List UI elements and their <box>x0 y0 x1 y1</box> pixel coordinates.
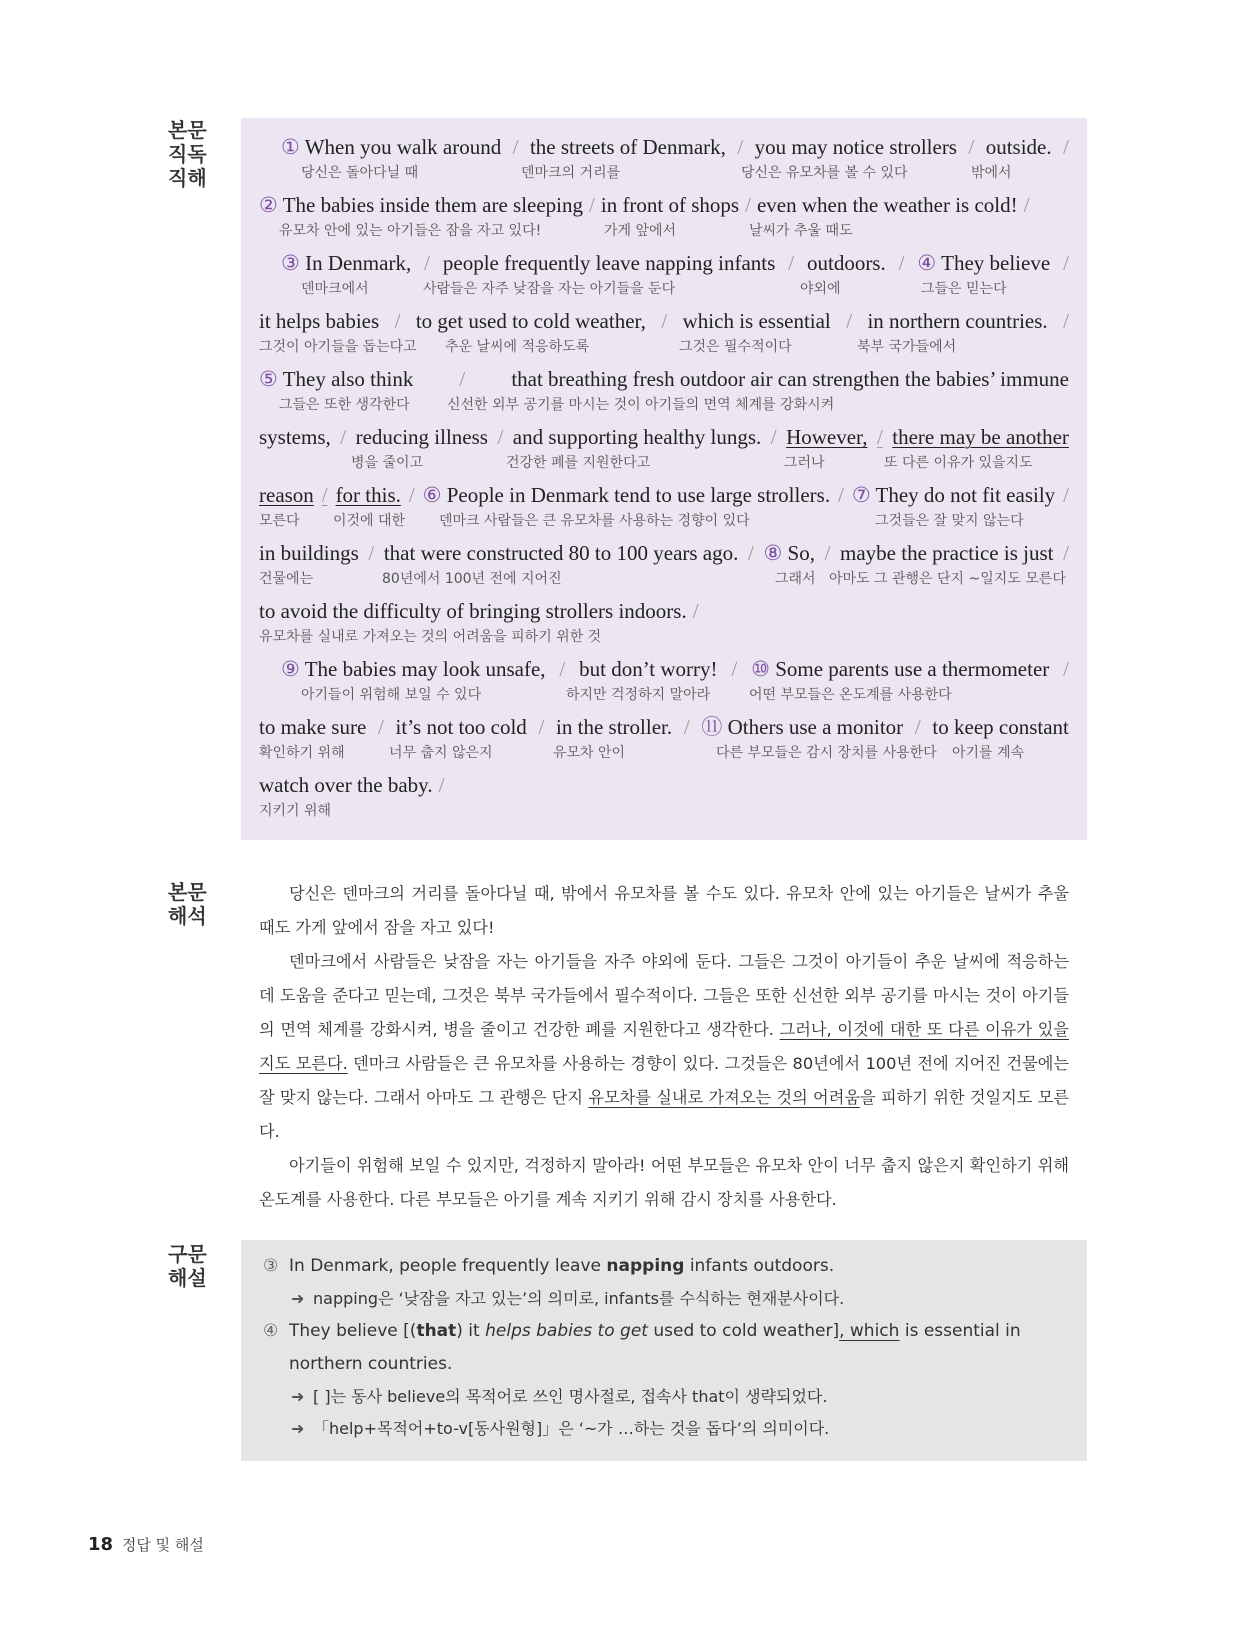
kor-gloss: 모른다 <box>259 513 300 529</box>
grammar-text: used to cold weather] <box>647 1321 840 1341</box>
sentence-number: ④ <box>917 251 937 275</box>
slash: / <box>1063 309 1069 333</box>
sentence-number: ⑦ <box>851 483 871 507</box>
slash: / <box>737 135 744 159</box>
kor-gloss: 아마도 그 관행은 단지 ~일지도 모른다 <box>829 571 1066 587</box>
eng-chunk: in buildings <box>259 541 359 565</box>
grammar-note <box>263 1413 1087 1445</box>
translation-text: 덴마크에서 사람들은 낮잠을 자는 아기들을 자주 야외에 둔다. 그들은 그것이 아기들이 추운 날씨에 적응하는 데 도움을 준다고 믿는데, 그것은 북부 국가들에서 필수적이다. 그들은 또한 신선한 외부 공기를 마시는 것이 아기들의 면역 체계를 강화시켜, 병을 줄이고 건강한 폐를 지원한다고 생각한다. <box>259 952 1069 1039</box>
slash: / <box>368 541 375 565</box>
slash: / <box>538 715 545 739</box>
eng-chunk-underlined: for this. <box>335 483 401 507</box>
kor-gloss: 이것에 대한 <box>333 513 406 529</box>
reading-line <box>259 714 1069 762</box>
grammar-note-text: napping은 ‘낮잠을 자고 있는’의 의미로, infants를 수식하는 현재분사이다. <box>313 1289 845 1308</box>
eng-chunk: that breathing fresh outdoor air can strengthen the babies’ immune <box>511 367 1069 391</box>
grammar-text: infants outdoors. <box>684 1256 835 1276</box>
eng-chunk: outside. <box>985 135 1052 159</box>
slash: / <box>394 309 401 333</box>
arrow-icon: ➜ <box>291 1289 305 1308</box>
eng-chunk: ① When you walk around <box>281 135 502 159</box>
eng-chunk: that were constructed 80 to 100 years ago. <box>383 541 739 565</box>
arrow-icon: ➜ <box>291 1419 305 1438</box>
grammar-box <box>241 1240 1087 1461</box>
grammar-text: In Denmark, people frequently leave <box>289 1256 607 1276</box>
eng-chunk: maybe the practice is just <box>840 541 1054 565</box>
label-reading <box>168 118 228 190</box>
eng-chunk: ⑥ People in Denmark tend to use large strollers. <box>422 483 831 507</box>
eng-chunk: ⑧ So, <box>763 541 815 565</box>
eng-chunk: to keep constant <box>932 715 1069 739</box>
eng-chunk: watch over the baby. <box>259 773 433 797</box>
slash: / <box>424 251 430 275</box>
slash: / <box>559 657 566 681</box>
kor-gloss: 사람들은 자주 낮잠을 자는 아기들을 둔다 <box>423 281 676 297</box>
translation-text: 당신은 덴마크의 거리를 돌아다닐 때, 밖에서 유모차를 볼 수도 있다. 유모차 안에 있는 아기들은 날씨가 추울 때도 가게 앞에서 잠을 자고 있다! <box>259 884 1069 937</box>
reading-line <box>259 482 1069 530</box>
kor-gloss: 북부 국가들에서 <box>857 339 957 355</box>
eng-chunk: in the stroller. <box>556 715 673 739</box>
label-grammar <box>168 1242 228 1290</box>
eng-chunk: and supporting healthy lungs. <box>512 425 762 449</box>
label-translation <box>168 880 228 928</box>
eng-chunk-underlined: However, <box>786 425 868 449</box>
grammar-underlined: , which <box>839 1321 900 1341</box>
slash: / <box>438 773 445 797</box>
kor-gloss: 너무 춥지 않은지 <box>389 745 493 761</box>
sentence-number: ⑩ <box>751 657 770 681</box>
label-reading-line: 직해 <box>168 166 207 190</box>
kor-gloss: 당신은 돌아다닐 때 <box>301 165 419 181</box>
slash: / <box>1063 251 1069 275</box>
page-footer <box>88 1534 204 1555</box>
translation-paragraph <box>259 1149 1069 1217</box>
reading-line <box>259 424 1069 472</box>
kor-gloss: 그것이 아기들을 돕는다고 <box>259 339 417 355</box>
kor-gloss: 덴마크의 거리를 <box>521 165 621 181</box>
translation-body <box>259 877 1069 1217</box>
grammar-sentence <box>289 1250 1049 1283</box>
eng-chunk: the streets of Denmark, <box>529 135 726 159</box>
grammar-item <box>263 1315 1087 1381</box>
kor-gloss: 그것은 필수적이다 <box>679 339 792 355</box>
slash: / <box>1023 193 1030 217</box>
kor-gloss: 아기를 계속 <box>952 745 1025 761</box>
eng-chunk: to get used to cold weather, <box>415 309 646 333</box>
eng-chunk-underlined: there may be another <box>892 425 1069 449</box>
kor-gloss: 그래서 <box>775 571 816 587</box>
sentence-number: ③ <box>281 251 300 275</box>
translation-text: 을 피하기 위한 것일지도 모른다. <box>259 1088 1069 1141</box>
translation-paragraph <box>259 877 1069 945</box>
slash: / <box>838 483 844 507</box>
slash: / <box>788 251 795 275</box>
grammar-note <box>263 1381 1087 1413</box>
grammar-note-text: 「help+목적어+to-v[동사원형]」은 ‘~가 …하는 것을 돕다’의 의미이다. <box>313 1419 830 1438</box>
kor-gloss: 그것들은 잘 맞지 않는다 <box>875 513 1024 529</box>
label-grammar-line: 구문 <box>168 1242 207 1266</box>
kor-gloss: 다른 부모들은 감시 장치를 사용한다 <box>716 745 937 761</box>
eng-chunk: systems, <box>259 425 331 449</box>
reading-line <box>281 250 1069 298</box>
reading-line <box>259 540 1069 588</box>
page-footer-title: 정답 및 해설 <box>121 1536 204 1554</box>
slash: / <box>683 715 690 739</box>
kor-gloss: 건강한 폐를 지원한다고 <box>506 455 651 471</box>
slash: / <box>321 483 328 507</box>
reading-line <box>281 134 1069 182</box>
grammar-note-text: [ ]는 동사 believe의 목적어로 쓰인 명사절로, 접속사 that이 생략되었다. <box>313 1387 828 1406</box>
kor-gloss: 유모차 안이 <box>553 745 626 761</box>
eng-chunk: ⑤ They also think <box>259 367 414 391</box>
slash: / <box>459 367 466 391</box>
kor-gloss: 아기들이 위험해 보일 수 있다 <box>301 687 482 703</box>
slash: / <box>770 425 777 449</box>
slash: / <box>914 715 921 739</box>
kor-gloss: 야외에 <box>800 281 841 297</box>
grammar-text: is essential in northern countries. <box>289 1321 1021 1374</box>
eng-chunk: in northern countries. <box>867 309 1048 333</box>
eng-chunk: people frequently leave napping infants <box>442 251 776 275</box>
kor-gloss: 유모차 안에 있는 아기들은 잠을 자고 있다! <box>279 223 542 239</box>
slash: / <box>661 309 668 333</box>
sentence-number: ⑨ <box>281 657 300 681</box>
eng-chunk: ⑪ Others use a monitor <box>701 715 904 739</box>
kor-gloss: 가게 앞에서 <box>604 223 677 239</box>
sentence-number: ② <box>259 193 278 217</box>
slash: / <box>846 309 853 333</box>
kor-gloss: 어떤 부모들은 온도계를 사용한다 <box>749 687 952 703</box>
eng-chunk: ⑩ Some parents use a thermometer <box>751 657 1050 681</box>
eng-chunk: ② The babies inside them are sleeping <box>259 193 584 217</box>
slash: / <box>340 425 347 449</box>
sentence-number: ⑧ <box>763 541 783 565</box>
reading-box <box>241 118 1087 840</box>
eng-chunk: it’s not too cold <box>395 715 527 739</box>
slash: / <box>589 193 595 217</box>
grammar-number: ③ <box>263 1256 279 1276</box>
arrow-icon: ➜ <box>291 1387 305 1406</box>
label-reading-line: 본문 <box>168 118 207 142</box>
eng-chunk: but don’t worry! <box>579 657 718 681</box>
grammar-bold: that <box>416 1321 457 1341</box>
reading-line <box>259 366 1069 414</box>
eng-chunk: ③ In Denmark, <box>281 251 412 275</box>
label-translation-line: 해석 <box>168 904 207 928</box>
reading-line <box>259 308 1069 356</box>
kor-gloss: 유모차를 실내로 가져오는 것의 어려움을 피하기 위한 것 <box>259 629 602 645</box>
sentence-number: ⑥ <box>422 483 442 507</box>
kor-gloss: 지키기 위해 <box>259 803 332 819</box>
eng-chunk: even when the weather is cold! <box>756 193 1018 217</box>
sentence-number: ① <box>281 135 300 159</box>
reading-line <box>259 772 1069 820</box>
eng-chunk: you may notice strollers <box>754 135 957 159</box>
grammar-note <box>263 1283 1087 1315</box>
eng-chunk-underlined: reason <box>259 483 314 507</box>
slash: / <box>748 541 754 565</box>
label-grammar-line: 해설 <box>168 1266 207 1290</box>
kor-gloss: 밖에서 <box>971 165 1012 181</box>
label-reading-line: 직독 <box>168 142 207 166</box>
slash: / <box>731 657 738 681</box>
kor-gloss: 확인하기 위해 <box>259 745 345 761</box>
kor-gloss: 병을 줄이고 <box>351 455 424 471</box>
kor-gloss: 하지만 걱정하지 말아라 <box>566 687 711 703</box>
kor-gloss: 날씨가 추울 때도 <box>749 223 853 239</box>
translation-text: 아기들이 위험해 보일 수 있지만, 걱정하지 말아라! 어떤 부모들은 유모차 안이 너무 춥지 않은지 확인하기 위해 온도계를 사용한다. 다른 부모들은 아기를 계속 지키기 위해 감시 장치를 사용한다. <box>259 1156 1069 1209</box>
slash: / <box>876 425 883 449</box>
eng-chunk: to avoid the difficulty of bringing strollers indoors. <box>259 599 687 623</box>
translation-text: 덴마크 사람들은 큰 유모차를 사용하는 경향이 있다. 그것들은 80년에서 100년 전에 지어진 건물에는 잘 맞지 않는다. 그래서 아마도 그 관행은 단지 <box>259 1054 1069 1107</box>
grammar-text: ) it <box>456 1321 486 1341</box>
kor-gloss: 추운 날씨에 적응하도록 <box>445 339 590 355</box>
slash: / <box>512 135 519 159</box>
eng-chunk: in front of shops <box>600 193 740 217</box>
translation-underlined: 그러나, 이것에 대한 또 다른 이유가 있을지도 모른다. <box>259 1020 1069 1073</box>
reading-line <box>259 598 1069 646</box>
sentence-number: ⑪ <box>701 715 723 739</box>
translation-underlined: 유모차를 실내로 가져오는 것의 어려움 <box>588 1088 860 1107</box>
slash: / <box>824 541 831 565</box>
slash: / <box>497 425 504 449</box>
slash: / <box>378 715 384 739</box>
eng-chunk: ④ They believe <box>917 251 1051 275</box>
grammar-sentence <box>289 1315 1049 1381</box>
kor-gloss: 신선한 외부 공기를 마시는 것이 아기들의 면역 체계를 강화시켜 <box>447 397 835 413</box>
grammar-italic: helps babies to get <box>485 1321 648 1341</box>
kor-gloss: 덴마크 사람들은 큰 유모차를 사용하는 경향이 있다 <box>439 513 750 529</box>
kor-gloss: 그들은 믿는다 <box>921 281 1007 297</box>
slash: / <box>408 483 415 507</box>
eng-chunk: ⑨ The babies may look unsafe, <box>281 657 546 681</box>
eng-chunk: reducing illness <box>355 425 488 449</box>
grammar-number: ④ <box>263 1321 279 1341</box>
slash: / <box>745 193 751 217</box>
translation-paragraph <box>259 945 1069 1149</box>
reading-line <box>259 192 1069 240</box>
slash: / <box>968 135 975 159</box>
label-translation-line: 본문 <box>168 880 207 904</box>
slash: / <box>1063 657 1069 681</box>
grammar-text: They believe [( <box>289 1321 417 1341</box>
slash: / <box>692 599 699 623</box>
eng-chunk: ⑦ They do not fit easily <box>851 483 1056 507</box>
grammar-bold: napping <box>606 1256 685 1276</box>
slash: / <box>1063 135 1069 159</box>
kor-gloss: 그러나 <box>784 455 825 471</box>
kor-gloss: 또 다른 이유가 있을지도 <box>884 455 1033 471</box>
slash: / <box>1063 541 1069 565</box>
eng-chunk: it helps babies <box>259 309 380 333</box>
eng-chunk: outdoors. <box>806 251 886 275</box>
kor-gloss: 덴마크에서 <box>301 281 369 297</box>
grammar-item <box>263 1250 1087 1283</box>
slash: / <box>898 251 905 275</box>
kor-gloss: 건물에는 <box>259 571 314 587</box>
reading-line <box>281 656 1069 704</box>
sentence-number: ⑤ <box>259 367 278 391</box>
kor-gloss: 그들은 또한 생각한다 <box>279 397 410 413</box>
eng-chunk: to make sure <box>259 715 367 739</box>
page-number: 18 <box>88 1534 114 1555</box>
kor-gloss: 80년에서 100년 전에 지어진 <box>382 571 562 587</box>
kor-gloss: 당신은 유모차를 볼 수 있다 <box>741 165 908 181</box>
slash: / <box>1063 483 1069 507</box>
eng-chunk: which is essential <box>682 309 831 333</box>
